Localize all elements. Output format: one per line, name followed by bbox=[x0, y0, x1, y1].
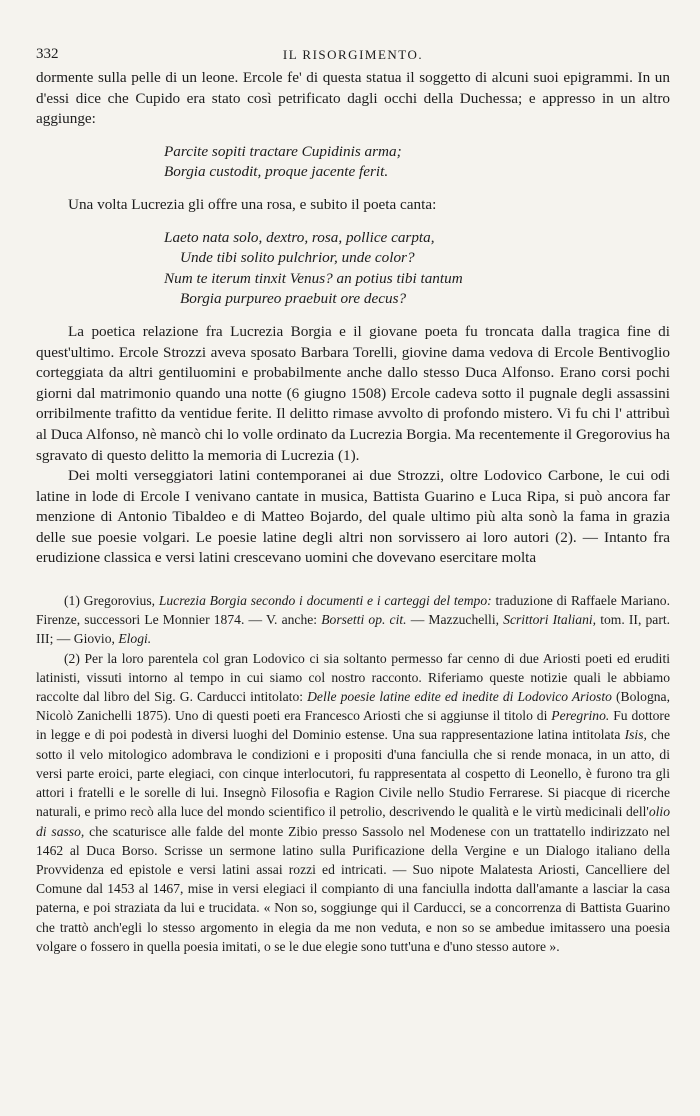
verse-line: Laeto nata solo, dextro, rosa, pollice carpta, bbox=[164, 228, 435, 246]
paragraph-1: dormente sulla pelle di un leone. Ercole fe' di questa statua il soggetto di alcuni suoi epigrammi. In un d'essi dice che Cupido era stato così petrificato dagli occhi della Duchessa; e appresso in un altro aggiunge: bbox=[36, 69, 670, 128]
page-header bbox=[36, 46, 670, 68]
verse-block-2 bbox=[36, 228, 670, 310]
footnote-ref: Scrittori Italiani, bbox=[503, 612, 597, 628]
page-number: 332 bbox=[36, 46, 59, 62]
paragraph-2: Una volta Lucrezia gli offre una rosa, e subito il poeta canta: bbox=[68, 195, 437, 213]
verse-line: Unde tibi solito pulchrior, unde color? bbox=[180, 249, 415, 267]
footnote-marker: (1) bbox=[64, 593, 80, 609]
footnote-emphasis: Isis, bbox=[624, 727, 647, 743]
footnote-book-title: Delle poesie latine edite ed inedite di Lodovico Ariosto bbox=[307, 689, 612, 705]
verse-line: Num te iterum tinxit Venus? an potius tibi tantum bbox=[164, 269, 463, 287]
footnote-emphasis: Peregrino. bbox=[551, 708, 610, 724]
verse-line: Parcite sopiti tractare Cupidinis arma; bbox=[164, 142, 402, 160]
running-title: IL RISORGIMENTO. bbox=[282, 47, 424, 62]
footnote-1 bbox=[36, 591, 670, 649]
footnote-text: — Mazzuchelli, bbox=[410, 612, 500, 628]
main-text bbox=[36, 68, 670, 569]
footnote-title: Lucrezia Borgia secondo i documenti e i carteggi del tempo: bbox=[158, 593, 492, 609]
footnote-2 bbox=[36, 649, 670, 956]
footnote-text: tom. II, part. III; — Giovio, bbox=[36, 612, 671, 647]
verse-line: Borgia custodit, proque jacente ferit. bbox=[164, 163, 389, 181]
footnote-text: traduzione di Raffaele Mariano. Firenze, successori Le Monnier 1874. — V. anche: bbox=[36, 593, 670, 628]
footnotes bbox=[36, 591, 670, 956]
verse-block-1 bbox=[36, 142, 670, 183]
paragraph-4: Dei molti verseggiatori latini contemporanei ai due Strozzi, oltre Lodovico Carbone, le cui odi latine in lode di Ercole I venivano cantate in musica, Battista Guarino e Luca Ripa, si può ancora far menzione di Antonio Tibaldeo e di Matteo Bojardo, del quale ultimo più alta sonò la fama in grazia delle sue poesie volgari. Le poesie latine degli altri non sorvissero ai loro autori (2). — Intanto fra erudizione classica e versi latini crescevano uomini che dovevano esercitare molta bbox=[36, 467, 670, 567]
footnote-text: che scaturisce alle falde del monte Zibio presso Sassolo nel Modenese con un trattatello indirizzato nel 1462 al Duca Borso. Scrisse un sermone latino sulla Purificazione della Vergine e un Dialogo italiano della Provvidenza ed epistole e versi latini assai rozzi ed intricati. — Suo nipote Malatesta Ariosti, Cancelliere del Comune dal 1453 al 1467, mise in versi elegiaci il compianto di una fanciulla indotta dall'amante a lasciar la casa paterna, e poi straziata da lui e trucidata. « Non so, soggiunge qui il Carducci, se a concorrenza di Battista Guarino che trattò anch'egli lo stesso argomento in elegia da me non veduta, e non so se ambedue imitassero una poesia volgare o fossero in quella poesia imitati, o se le due elegie sono tutt'una e d'uno stesso autore ». bbox=[36, 823, 670, 954]
paragraph-3: La poetica relazione fra Lucrezia Borgia e il giovane poeta fu troncata dalla tragica fine di quest'ultimo. Ercole Strozzi aveva sposato Barbara Torelli, giovine dama vedova di Ercole Bentivoglio corteggiata da altri gentiluomini e probabilmente anche dallo stesso Duca Alfonso. Erano corsi pochi giorni dal matrimonio quando una notte (6 giugno 1508) Ercole cadeva sotto il pugnale degli assassini orribilmente trafitto da ventidue ferite. Il delitto rimase avvolto di profondo mistero. Vi fu chi l' attribuì al Duca Alfonso, nè mancò chi lo volle ordinato da Lucrezia Borgia. Ma recentemente il Gregorovius ha sgravato di questo delitto la memoria di Lucrezia (1). bbox=[36, 322, 671, 464]
footnote-ref: Elogi. bbox=[118, 631, 152, 647]
footnote-text: (2) Per la loro parentela col gran Lodovico ci sia soltanto permesso far cenno di due Ariosti poeti ed eruditi latinisti, vissuti intorno al tempo in cui siamo col nostro racconto. Riferiamo queste notizie quali le abbiamo raccolte dal libro del Sig. G. Carducci intitolato: bbox=[36, 650, 670, 705]
footnote-text: (Bologna, Nicolò Zanichelli 1875). Uno di questi poeti era Francesco Ariosti che si aggiunse il titolo di bbox=[36, 689, 670, 724]
footnote-text: Fu dottore in legge e di poi podestà in diversi luoghi del Dominio estense. Una sua rappresentazione latina intitolata bbox=[36, 708, 670, 743]
footnote-emphasis: olio di sasso, bbox=[36, 804, 670, 839]
footnote-ref: Borsetti op. cit. bbox=[321, 612, 407, 628]
footnote-author: Gregorovius, bbox=[83, 593, 156, 609]
verse-line: Borgia purpureo praebuit ore decus? bbox=[180, 290, 407, 308]
footnote-text: che sotto il velo mitologico adombrava le condizioni e i propositi d'una fanciulla che si rende monaca, in un atto, di versi parte eroici, parte elegiaci, con cinque interlocutori, fu rappresentata al cospetto di Leonello, è furono tra gli attori i fratelli e le sorelle di lui. Insegnò Filosofia e Ragion Civile nello Studio Ferrarese. Si piacque di ricerche naturali, e primo recò alla luce del mondo scientifico il petrolio, descrivendo le qualità e le virtù medicinali dell' bbox=[36, 727, 670, 820]
